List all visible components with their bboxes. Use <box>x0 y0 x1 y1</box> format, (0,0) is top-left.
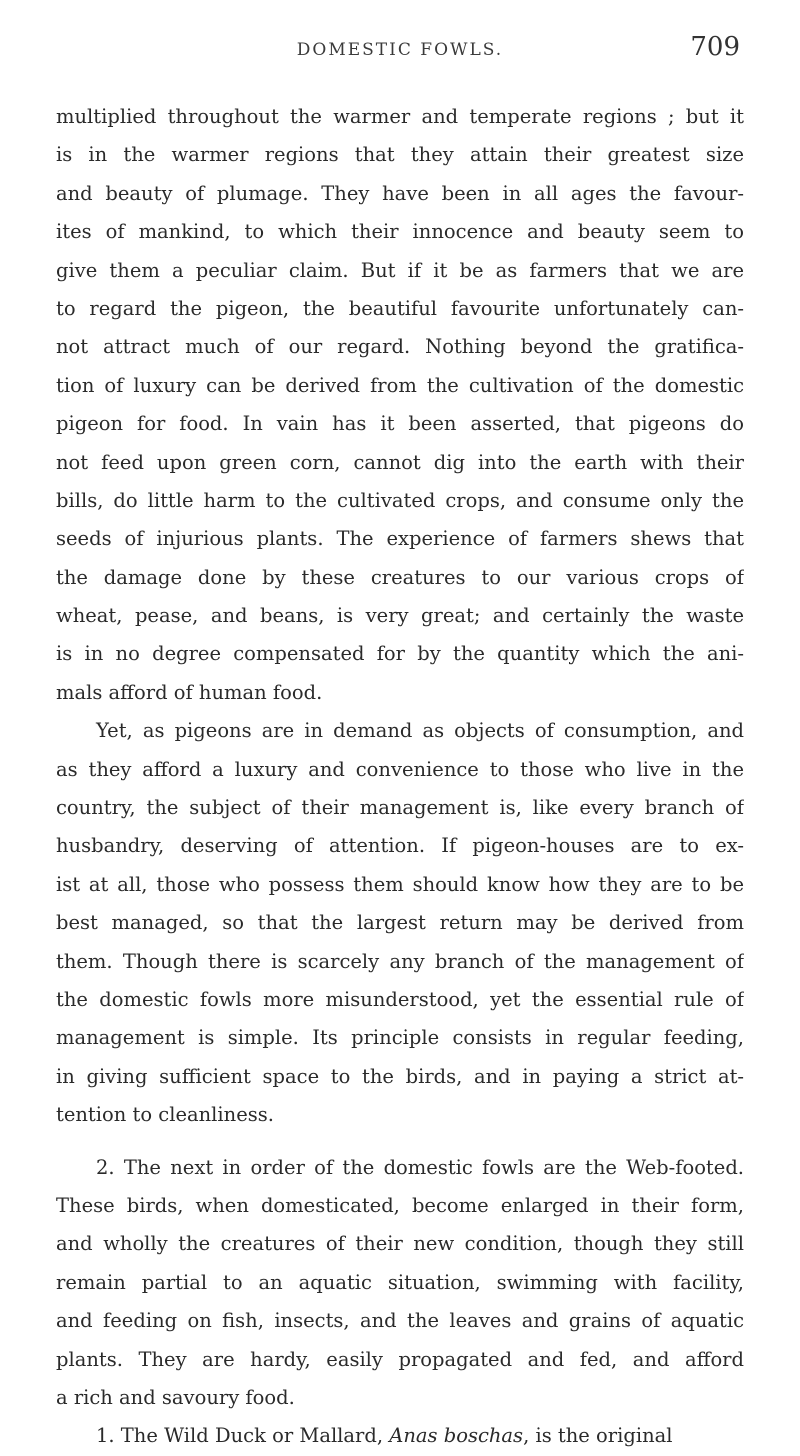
text-line: tion of luxury can be derived from the cultivation of the domestic <box>56 373 744 397</box>
text-line <box>56 1417 744 1455</box>
text-line: and wholly the creatures of their new condition, though they still <box>56 1232 744 1256</box>
text-line: as they afford a luxury and convenience to those who live in the <box>56 757 744 781</box>
text-line: not attract much of our regard. Nothing beyond the gratifica- <box>56 335 744 359</box>
paragraph <box>56 98 744 712</box>
text-line: ist at all, those who possess them should know how they are to be <box>56 872 744 896</box>
text-fragment: 1. The Wild Duck or Mallard, <box>96 1424 390 1448</box>
text-line: bills, do little harm to the cultivated crops, and consume only the <box>56 488 744 512</box>
text-line: the domestic fowls more misunderstood, yet the essential rule of <box>56 987 744 1011</box>
text-line: husbandry, deserving of attention. If pigeon-houses are to ex- <box>56 834 744 858</box>
text-line: pigeon for food. In vain has it been asserted, that pigeons do <box>56 412 744 436</box>
paragraph <box>56 1149 744 1418</box>
text-line: tention to cleanliness. <box>56 1103 274 1127</box>
text-line: country, the subject of their management is, like every branch of <box>56 796 744 820</box>
text-line: seeds of injurious plants. The experience of farmers shews that <box>56 527 744 551</box>
text-line: These birds, when domesticated, become enlarged in their form, <box>56 1193 744 1217</box>
text-line: them. Though there is scarcely any branch of the management of <box>56 949 744 973</box>
text-line: ites of mankind, to which their innocence and beauty seem to <box>56 220 744 244</box>
text-fragment: , is the original <box>523 1424 673 1448</box>
text-line: 2. The next in order of the domestic fowls are the Web-footed. <box>96 1155 744 1179</box>
page-header <box>60 32 740 72</box>
text-line: give them a peculiar claim. But if it be as farmers that we are <box>56 258 744 282</box>
page-number: 709 <box>690 32 740 62</box>
scientific-name: Anas boschas <box>389 1424 524 1448</box>
paragraph <box>56 1417 744 1455</box>
text-line: in giving sufficient space to the birds, and in paying a strict at- <box>56 1064 744 1088</box>
text-line: is in the warmer regions that they attain their greatest size <box>56 143 744 167</box>
text-line: and beauty of plumage. They have been in all ages the favour- <box>56 181 744 205</box>
running-head: DOMESTIC FOWLS. <box>296 40 504 60</box>
text-line: a rich and savoury food. <box>56 1385 295 1409</box>
text-line: wheat, pease, and beans, is very great; and certainly the waste <box>56 604 744 628</box>
text-line: best managed, so that the largest return may be derived from <box>56 911 744 935</box>
paragraph <box>56 712 744 1134</box>
text-line: not feed upon green corn, cannot dig into the earth with their <box>56 450 744 474</box>
text-line: is in no degree compensated for by the quantity which the ani- <box>56 642 744 666</box>
section-gap <box>56 1135 744 1149</box>
text-line: and feeding on fish, insects, and the leaves and grains of aquatic <box>56 1309 744 1333</box>
text-line: mals afford of human food. <box>56 680 323 704</box>
text-line: Yet, as pigeons are in demand as objects of consumption, and <box>96 719 744 743</box>
text-line: multiplied throughout the warmer and temperate regions ; but it <box>56 105 744 128</box>
text-line: management is simple. Its principle consists in regular feeding, <box>56 1026 744 1050</box>
text-line: to regard the pigeon, the beautiful favourite unfortunately can- <box>56 296 744 320</box>
text-line: remain partial to an aquatic situation, swimming with facility, <box>56 1270 744 1294</box>
text-line: plants. They are hardy, easily propagated and fed, and afford <box>56 1347 744 1371</box>
body-text <box>56 98 744 1456</box>
text-line: the damage done by these creatures to our various crops of <box>56 565 744 589</box>
